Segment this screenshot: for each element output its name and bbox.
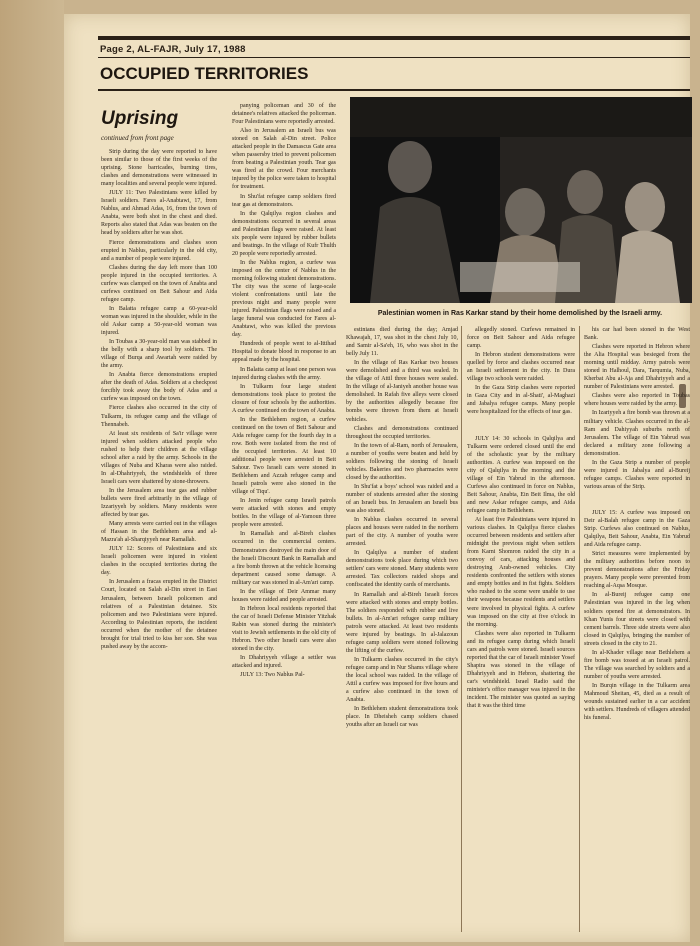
masthead-rule [98, 57, 690, 58]
section-title: OCCUPIED TERRITORIES [100, 64, 309, 83]
article-paragraph: In the Gaza Strip a number of people were injured in Jabalya and al-Bureij refugee camps. Clashes were reported in various areas of the Strip. [584, 459, 690, 490]
article-paragraph: In Qalqilya a number of student demonstrations took place during which two settlers' cars were stoned. Many students were arrested. Tax collectors raided shops and confiscated the identity cards of merchants. [346, 550, 458, 589]
article-paragraph: In Hebron student demonstrations were quelled by force and clashes occurred near an Israeli settlement in the city. In Dura village two schools were raided. [467, 352, 575, 383]
article-column-4 [467, 326, 575, 934]
article-paragraph: allegedly stoned. Curfews remained in force on Beit Sahour and Aida refugee camp. [467, 327, 575, 350]
photo-caption: Palestinian women in Ras Karkar stand by their home demolished by the Israeli army. [377, 310, 663, 317]
article-paragraph: At least five Palestinians were injured in various clashes. In Qalqilya fierce clashes occurred between residents and settlers after midnight the previous night when settlers from Karni Shomron raided the city in a convoy of cars, attacking houses and destroying Arab-owned vehicles. City residents confronted the settlers with stones and empty bottles and in fist fights. Soldiers who rushed to the scene were unable to use their weapons because residents and settlers were involved in physical fights. A curfew was imposed on the city at five o'clock in the morning. [467, 516, 575, 628]
article-paragraph: Clashes during the day left more than 100 people injured in the occupied territories. A curfew was clamped on the town of Anabta and curfews continued on Beit Sahour and Aida refugee camp. [101, 264, 217, 303]
article-paragraph: In the Jerusalem area tear gas and rubber bullets were fired arbitrarily in the village of Izzariyyeh by soldiers. Many residents were affected by tear gas. [101, 487, 217, 519]
article-paragraph: In Hebron local residents reported that the car of Israeli Defense Minister Yitzhak Rabin was stoned during the minister's visit to Jewish settlements in the old city of Hebron. Two other Israeli cars were also stoned in the city. [232, 605, 336, 653]
section-rule [98, 89, 690, 91]
news-photo [350, 97, 692, 303]
article-paragraph: In Toubas a 30-year-old man was stabbed in the belly with a sharp tool by soldiers. The village of Burqa and Awartah were raided by the army. [101, 339, 217, 370]
article-paragraph: In Shu'fat refugee camp soldiers fired tear gas at demonstrators. [232, 193, 336, 208]
article-paragraph: In Jenin refugee camp Israeli patrols were attacked with stones and empty bottles. In the village of al-Yamoun three people were arrested. [232, 498, 336, 529]
article-paragraph: JULY 11: Two Palestinians were killed by Israeli soldiers. Fares al-Anabtawi, 17, from Nablus, and Ahmad Adas, 16, from the town of Anabta, were both shot in the chest and died. Reports also stated that Adas was beaten on the head by soldiers after he was shot. [101, 190, 217, 237]
article-paragraph: In the town of al-Ram, north of Jerusalem, a number of youths were beaten and held by soldiers following the stoning of Israeli vehicles. Bakeries and two pharmacies were closed by the authorities. [346, 442, 458, 481]
article-paragraph: In al-Bureij refugee camp one Palestinian was injured in the leg when soldiers opened fire at demonstrators. In Khan Yunis four streets were closed with cement barrels. Three side streets were also closed in Qalqilya, bringing the number of streets closed in the city to 21. [584, 592, 690, 647]
article-paragraph: In Dhahriyyeh village a settler was attacked and injured. [232, 655, 336, 670]
article-paragraph: Also in Jerusalem an Israeli bus was stoned on Salah al-Din street. Police attacked people in the Damascus Gate area when passersby tried to prevent policemen from beating a Palestinian youth. Tear gas was fired at the crowd. Four merchants injured by the police were taken to hospital for treatment. [232, 128, 336, 191]
article-paragraph: In the Bethlehem region, a curfew continued on the town of Beit Sahour and Aida refugee camp for the fourth day in a row. Both were isolated from the rest of the occupied territories. At least 10 additional people were arrested in Beit Sahour. Two Israeli cars were stoned in Bethlehem and Azzah refugee camp and Israeli patrols were also stoned in the village of Tiqu'. [232, 416, 336, 496]
article-paragraph: In Tulkarm clashes occurred in the city's refugee camp and in Nur Shams village where the local school was raided. In the village of Attil a curfew was imposed for five hours and a curfew also continued in the town of Anabta. [346, 656, 458, 704]
article-paragraph: In Burqin village in the Tulkarm area Mahmoud Sheitan, 45, died as a result of wounds sustained earlier in a car accident with settlers. Hundreds of villagers attended his funeral. [584, 682, 690, 722]
masthead: Page 2, AL-FAJR, July 17, 1988 [100, 44, 246, 55]
article-paragraph: JULY 12: Scores of Palestinians and six Israeli policemen were injured in violent clashes in the occupied territories during the day. [101, 546, 217, 577]
article-column-2 [232, 102, 336, 934]
article-paragraph: his car had been stoned in the West Bank. [584, 327, 690, 342]
column-divider [579, 326, 580, 932]
article-paragraph: panying policeman and 30 of the detainee's relatives attacked the policeman. Four Palestinians were reportedly arrested. [232, 103, 336, 126]
continued-note: continued from front page [101, 134, 174, 142]
article-paragraph: In the village of Deir Ammar many houses were raided and people arrested. [232, 588, 336, 603]
article-paragraph: JULY 13: Two Nablus Pal- [240, 672, 305, 679]
article-paragraph: In Bethlehem student demonstrations took place. In Dheisheh camp soldiers chased youths after an Israeli car was [346, 706, 458, 729]
article-paragraph: Clashes were reported in Hebron where the Alia Hospital was besieged from the morning until midday. Army patrols were stoned in Halhoul, Dara, Tarqumia, Nuba, Kherbat Abu al-Aja and Dhahriyyeh and a number of Palestinians were arrested. [584, 344, 690, 391]
article-paragraph: Many arrests were carried out in the villages of Hassan in the Bethlehem area and al-Mazra'ah al-Sharqiyyeh near Ramallah. [101, 521, 217, 544]
article-paragraph: estinians died during the day; Amjad Khawajah, 17, was shot in the chest July 10, and Samir al-Sa'eh, 16, who was shot in the belly July 11. [346, 327, 458, 358]
top-rule [98, 36, 690, 40]
binder-spine [0, 0, 64, 946]
article-paragraph: Strict measures were implemented by the military authorities before noon to prevent demonstrations after the Friday prayers. Many people were prevented from reaching al-Aqsa Mosque. [584, 551, 690, 590]
article-paragraph: In al-Khader village near Bethlehem a fire bomb was tossed at an Israeli patrol. The village was searched by soldiers and a number of youths were arrested. [584, 649, 690, 680]
article-paragraph: JULY 14: 30 schools in Qalqilya and Tulkarm were ordered closed until the end of the scholastic year by the military authorities. A curfew was imposed on the city of Qalqilya in the morning and the village of Ein Yabrud in the afternoon. Curfews also continued in force on Nablus, Beit Sahour, Anabta, Ein Beit Ilma, the old and new Askar refugee camps, and Aida refugee camp in Bethlehem. [467, 435, 575, 514]
article-paragraph: Fierce demonstrations and clashes soon erupted in Nablus, particularly in the old city, and a number of people were injured. [101, 239, 217, 262]
article-paragraph: In the Qalqilya region clashes and demonstrations occurred in several areas and Palestinian flags were raised. At least six people were injured by rubber bullets and beatings. In the village of Kufr Thulth 20 people were reportedly arrested. [232, 210, 336, 257]
article-paragraph: Clashes and demonstrations continued throughout the occupied territories. [346, 425, 458, 440]
article-paragraph: In Ramallah and al-Bireh Israeli forces were attacked with stones and empty bottles. The soldiers responded with rubber and live bullets. In al-Am'ari refugee camp military patrols were attacked. At least two residents were injured by beatings. In al-Jalazoun refugee camp soldiers were stoned following the lifting of the curfew. [346, 591, 458, 654]
article-paragraph: In Tulkarm four large student demonstrations took place to protest the closure of four schools by the authorities. A curfew continued on the town of Anabta. [232, 383, 336, 414]
article-paragraph: In the Nablus region, a curfew was imposed on the center of Nablus in the morning following student demonstrations. The city was the scene of large-scale violent confrontations until late the previous night and many people were injured. Palestinian flags were raised and a large funeral was conducted for Fares al-Anabtawi, who was killed the previous day. [232, 259, 336, 339]
article-paragraph: In the Gaza Strip clashes were reported in Gaza City and in al-Shati', al-Maghazi and Jabalya refugee camps. Many people were hospitalized for the effects of tear gas. [467, 385, 575, 416]
article-paragraph: Fierce clashes also occurred in the city of Tulkarm, its refugee camp and the village of Thennabeh. [101, 405, 217, 428]
article-headline: Uprising [101, 108, 179, 129]
article-column-1 [101, 148, 217, 932]
article-paragraph: In Jerusalem a fracas erupted in the District Court, located on Salah al-Din street in East Jerusalem, between Israeli policemen and relatives of a Palestinian detainee. Six policemen and two Palestinians were injured. According to Palestinian reports, the incident occurred when the mother of the detainee brought for trial tried to kiss her son. She was pushed away by the accom- [101, 579, 217, 650]
article-paragraph: JULY 15: A curfew was imposed on Deir al-Balah refugee camp in the Gaza Strip. Curfews also continued on Nablus, Qalqilya, Beit Sahour, Anabta, Ein Yabrud and Aida refugee camp. [584, 509, 690, 549]
article-paragraph: In Nablus clashes occurred in several places and houses were raided in the northern part of the city. A number of youths were arrested. [346, 517, 458, 548]
article-paragraph: In Shu'fat a boys' school was raided and a number of students arrested after the stoning of an Israeli bus. In Jerusalem an Israeli bus was also stoned. [346, 483, 458, 515]
article-paragraph: In Balatta refugee camp a 60-year-old woman was injured in the shoulder, while in the old Askar camp a 50-year-old woman was injured. [101, 305, 217, 337]
article-paragraph: In Izariyyeh a fire bomb was thrown at a military vehicle. Clashes occurred in the al-Ram and Dahiyyah suburbs north of Jerusalem. The village of Ein Yabrud was declared a military zone following a demonstration. [584, 410, 690, 457]
article-paragraph: Strip during the day were reported to have been similar to those of the first weeks of the uprising. Stone barricades, burning tires, clashes and demonstrations were witnessed in many localities and several people were injured. [101, 149, 217, 188]
article-column-5 [584, 326, 690, 934]
article-paragraph: In Anabta fierce demonstrations erupted after the death of Adas. Soldiers at a checkpost forcibly took away the body of Adas and a curfew was imposed on the town. [101, 372, 217, 403]
article-paragraph [584, 492, 690, 508]
article-paragraph: In the village of Ras Karkar two houses were demolished and a third was sealed. In the village of Attil three houses were sealed. In the village of al-Janiyeh another house was demolished. In Rafah five alleys were closed by the authorities allegedly because fire bombs were thrown from them at Israeli vehicles. [346, 360, 458, 423]
article-paragraph: Clashes were also reported in Tulkarm and its refugee camp during which Israeli cars and patrols were stoned. Israeli sources reported that the car of Israeli minister Yosef Shapira was stoned in the village of Dhahriyyeh and in Hebron, shattering the car's windshield. Israel Radio said the minister's office manager was injured in the incident. The minister was quoted as saying that it was the third time [467, 630, 575, 710]
column-divider [461, 326, 462, 932]
article-paragraph: In Ramallah and al-Bireh clashes occurred in the commercial centers. Demonstrators destroyed the main door of the Israeli Discount Bank in Ramallah and a fire bomb thrown at the vehicle licensing department caused some damage. A military car was stoned in al-Am'ari camp. [232, 531, 336, 586]
article-paragraph: At least six residents of Sa'ir village were injured when soldiers attacked people who rushed to help their children at the village school after a raid by the army. Schools in the villages of Nuba and Kharas were also raided. In al-Dhahriyyeh, the windshields of three Israeli cars were shattered by stone-throwers. [101, 430, 217, 485]
article-paragraph: Hundreds of people went to al-Ittihad Hospital to donate blood in response to an appeal made by the hospital. [232, 341, 336, 364]
article-paragraph: Clashes were also reported in Toubas where houses were raided by the army. [584, 393, 690, 408]
article-paragraph [467, 418, 575, 434]
article-column-3 [346, 326, 458, 934]
article-paragraph: In Balatta camp at least one person was injured during clashes with the army. [232, 366, 336, 381]
